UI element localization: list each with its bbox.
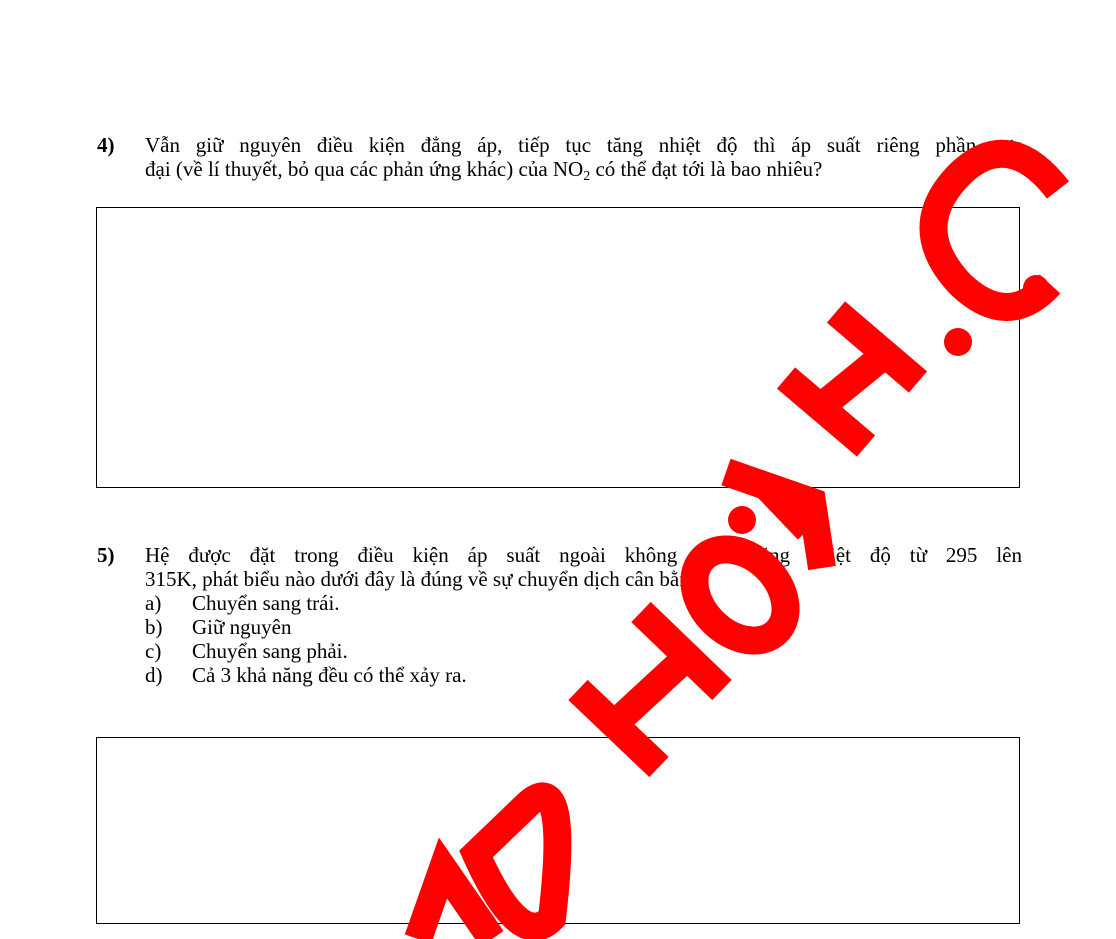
answer-box-4[interactable]: [96, 207, 1020, 488]
option-text: Chuyển sang phải.: [192, 639, 348, 663]
option-letter: a): [145, 591, 162, 615]
question-text: có thể đạt tới là bao nhiêu?: [590, 157, 823, 181]
option-letter: d): [145, 663, 163, 687]
watermark-accent: [728, 506, 756, 534]
question-5: [97, 543, 1022, 687]
question-5-line-1: [97, 543, 1022, 567]
question-text: 315K, phát biểu nào dưới đây là đúng về sự chuyển dịch cân bằng:: [145, 567, 707, 591]
option-d: [145, 663, 1022, 687]
question-text: Hệ được đặt trong điều kiện áp suất ngoài không đổi. Tăng nhiệt độ từ 295 lên: [145, 543, 1022, 567]
option-letter: c): [145, 639, 162, 663]
question-number: 4): [97, 133, 115, 157]
option-b: [145, 615, 1022, 639]
question-4-line-1: [97, 133, 1022, 157]
subscript: 2: [583, 169, 591, 184]
watermark-dot: [1023, 275, 1049, 301]
option-c: [145, 639, 1022, 663]
option-text: Chuyển sang trái.: [192, 591, 340, 615]
question-text: đại (về lí thuyết, bỏ qua các phản ứng khác) của NO: [145, 157, 584, 181]
option-a: [145, 591, 1022, 615]
options-list: [97, 591, 1022, 687]
question-4-line-2: [97, 157, 1022, 184]
option-text: Giữ nguyên: [192, 615, 292, 639]
question-text: Vẫn giữ nguyên điều kiện đẳng áp, tiếp tục tăng nhiệt độ thì áp suất riêng phần cực: [145, 133, 1022, 157]
option-text: Cả 3 khả năng đều có thể xảy ra.: [192, 663, 467, 687]
question-number: 5): [97, 543, 115, 567]
question-4: [97, 133, 1022, 184]
option-letter: b): [145, 615, 163, 639]
answer-box-5[interactable]: [96, 737, 1020, 924]
question-5-line-2: [97, 567, 1022, 591]
